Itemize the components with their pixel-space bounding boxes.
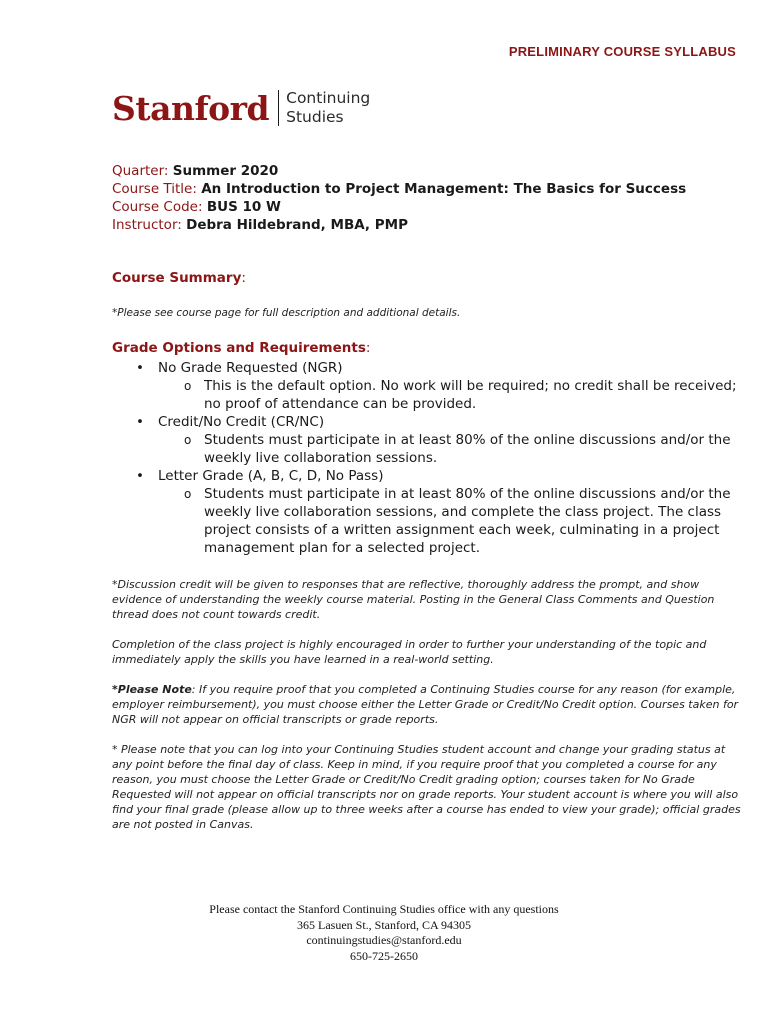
logo-subtitle-line2: Studies: [286, 108, 344, 126]
grade-option-detail: [134, 377, 744, 413]
grade-options-colon: :: [365, 340, 371, 356]
course-title-separator: :: [192, 181, 202, 197]
grade-options-list: [134, 359, 744, 557]
contact-footer: [0, 902, 768, 964]
instructor-separator: :: [177, 217, 187, 233]
course-info-instructor: [112, 216, 686, 234]
quarter-separator: :: [163, 163, 173, 179]
course-info-quarter: [112, 162, 686, 180]
grade-options-heading: [112, 340, 370, 356]
syllabus-header-label: PRELIMINARY COURSE SYLLABUS: [508, 44, 736, 59]
course-code-value: BUS 10 W: [206, 199, 281, 215]
footer-address: 365 Lasuen St., Stanford, CA 94305: [297, 917, 471, 932]
grade-option-crnc: [134, 413, 744, 431]
please-note-label: *Please Note: [112, 683, 192, 696]
course-info-title: [112, 180, 686, 198]
grade-option-detail: [134, 485, 744, 557]
course-info: [112, 162, 686, 234]
grade-option-label: No Grade Requested (NGR): [158, 360, 343, 376]
logo-wordmark: Stanford: [112, 88, 270, 128]
class-project-note: Completion of the class project is highly encouraged in order to further your understanding of the topic and immediately apply the skills you have learned in a real-world setting.: [112, 638, 707, 666]
footer-email: continuingstudies@stanford.edu: [306, 933, 462, 947]
bullet-marker: •: [136, 414, 144, 430]
quarter-label: Quarter: [112, 163, 164, 179]
course-code-label: Course Code: [112, 199, 198, 215]
sub-bullet-marker: o: [184, 379, 192, 393]
stanford-continuing-studies-logo: [112, 88, 370, 128]
grade-option-detail-text: Students must participate in at least 80% of the online discussions and/or the weekly live collaboration sessions, and complete the class project. The class project consists of a written assignment each week, culminating in a project management plan for a selected project.: [204, 486, 731, 556]
please-note-text: : If you require proof that you completed a Continuing Studies course for any reason (for example, employer reimbursement), you must choose either the Letter Grade or Credit/No Credit option. Courses taken for NGR will not appear on official transcripts or grade reports.: [112, 683, 739, 726]
instructor-label: Instructor: [112, 217, 178, 233]
sub-bullet-marker: o: [184, 487, 192, 501]
instructor-value: Debra Hildebrand, MBA, PMP: [186, 217, 408, 233]
sub-bullet-marker: o: [184, 433, 192, 447]
course-title-label: Course Title: [112, 181, 193, 197]
course-summary-heading: [112, 270, 246, 286]
grade-option-detail: [134, 431, 744, 467]
logo-subtitle: [286, 89, 370, 127]
logo-divider: [278, 90, 279, 126]
course-code-separator: :: [197, 199, 207, 215]
grade-option-label: Letter Grade (A, B, C, D, No Pass): [158, 468, 384, 484]
course-summary-colon: :: [241, 270, 246, 286]
course-summary-note: *Please see course page for full description and additional details.: [112, 307, 461, 319]
grade-option-detail-text: This is the default option. No work will be required; no credit shall be received; no proof of attendance can be provided.: [204, 378, 737, 412]
grade-option-ngr: [134, 359, 744, 377]
grade-options-title: Grade Options and Requirements: [112, 340, 366, 356]
footer-phone: 650-725-2650: [350, 948, 418, 963]
discussion-credit-note: *Discussion credit will be given to responses that are reflective, thoroughly address the prompt, and show evidence of understanding the weekly course material. Posting in the General Class Comments and Question thread does not count towards credit.: [112, 578, 715, 621]
bullet-marker: •: [136, 360, 144, 376]
grade-option-label: Credit/No Credit (CR/NC): [158, 414, 325, 430]
logo-subtitle-line1: Continuing: [286, 89, 371, 107]
student-account-note: * Please note that you can log into your Continuing Studies student account and change your grading status at any point before the final day of class. Keep in mind, if you require proof that you completed a course for any reason, you must choose the Letter Grade or Credit/No Credit grading option; courses taken for No Grade Requested will not appear on official transcripts nor on grade reports. Your student account is where you will also find your final grade (please allow up to three weeks after a course has ended to view your grade); official grades are not posted in Canvas.: [112, 743, 741, 831]
footer-contact-line: Please contact the Stanford Continuing Studies office with any questions: [209, 902, 559, 916]
course-info-code: [112, 198, 686, 216]
proof-of-completion-note: [112, 682, 742, 727]
course-title-value: An Introduction to Project Management: The Basics for Success: [201, 181, 687, 197]
course-summary-title: Course Summary: [112, 270, 242, 286]
quarter-value: Summer 2020: [172, 163, 279, 179]
grade-option-letter: [134, 467, 744, 485]
grade-option-detail-text: Students must participate in at least 80% of the online discussions and/or the weekly live collaboration sessions.: [204, 432, 731, 466]
bullet-marker: •: [136, 468, 144, 484]
